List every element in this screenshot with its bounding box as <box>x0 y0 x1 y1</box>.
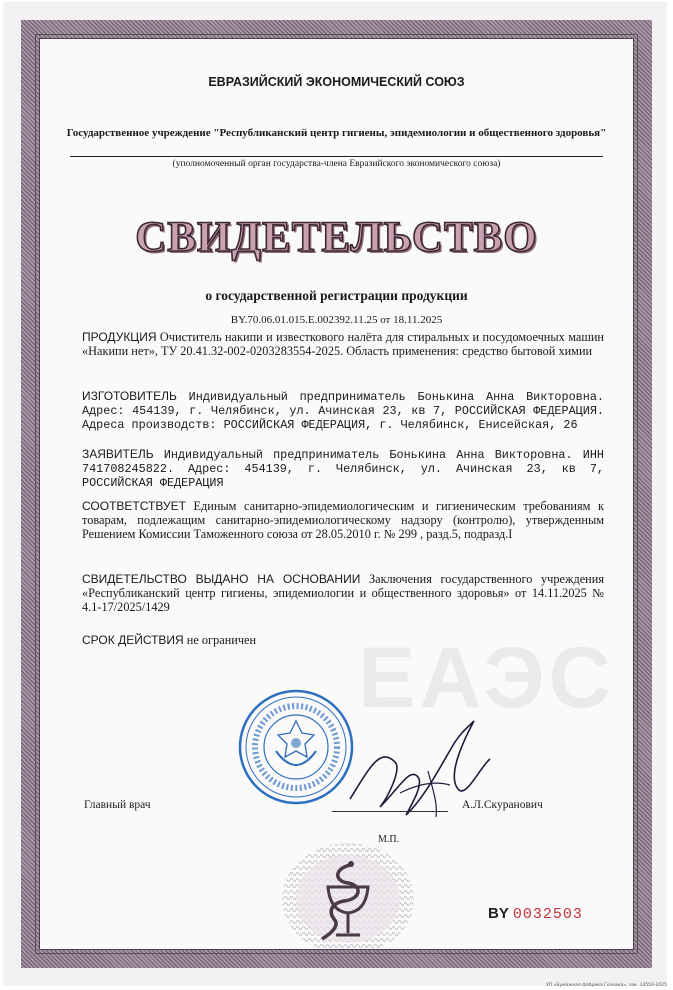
organization-note: (уполномоченный орган государства-члена Евразийского экономического союза) <box>172 159 501 169</box>
basis-label: СВИДЕТЕЛЬСТВО ВЫДАНО НА ОСНОВАНИИ <box>82 572 361 586</box>
serial-block <box>488 905 583 923</box>
seal-place-label: М.П. <box>378 834 400 845</box>
manufacturer-section <box>82 389 604 433</box>
basis-section <box>82 572 604 615</box>
product-label: ПРОДУКЦИЯ <box>82 330 157 344</box>
applicant-label: ЗАЯВИТЕЛЬ <box>82 447 154 461</box>
manufacturer-text: Индивидуальный предприниматель Бонькина Анна Викторовна. Адрес: 454139, г. Челябинск, ул. Ачинская 23, кв 7, РОССИЙСКАЯ ФЕДЕРАЦИЯ. Адреса производств: РОССИЙСКАЯ ФЕДЕРАЦИЯ, г. Челябинск, Енисейская, 26 <box>82 390 604 433</box>
validity-section <box>82 633 604 647</box>
issuing-organization: Государственное учреждение "Республиканский центр гигиены, эпидемиологии и общественного здоровья" <box>66 127 607 139</box>
certificate-paper <box>3 2 667 986</box>
applicant-text: Индивидуальный предприниматель Бонькина Анна Викторовна. ИНН 741708245822. Адрес: 454139, г. Челябинск, ул. Ачинская 23, кв 7, РОССИЙСКАЯ ФЕДЕРАЦИЯ <box>82 448 604 491</box>
validity-label: СРОК ДЕЙСТВИЯ <box>82 633 184 647</box>
serial-number: 0032503 <box>512 906 583 923</box>
signer-name: А.Л.Скуранович <box>462 799 543 811</box>
applicant-section <box>82 447 604 491</box>
conformity-label: СООТВЕТСТВУЕТ <box>82 499 186 513</box>
conformity-text: Единым санитарно-эпидемиологическим и гигиеническим требованиям к товарам, подлежащим санитарно-эпидемиологическому надзору (контролю), утвержденным Решением Комиссии Таможенного союза от 28.05.2010 г. № 299 , разд.5, подразд.I <box>82 499 604 542</box>
validity-text: не ограничен <box>186 633 257 647</box>
serial-prefix: BY <box>488 905 509 922</box>
certificate-subtitle: о государственной регистрации продукции <box>205 288 468 303</box>
chief-doctor-label: Главный врач <box>84 799 151 811</box>
certificate-content <box>40 39 633 949</box>
eaeu-watermark: ЕАЭС <box>358 630 615 726</box>
conformity-section <box>82 499 604 542</box>
basis-text: Заключения государственного учреждения «Республиканский центр гигиены, эпидемиологии и общественного здоровья» от 14.11.2025 № 4.1-17/2025/1429 <box>82 572 604 615</box>
official-stamp-icon <box>236 687 356 807</box>
product-section <box>82 330 604 358</box>
bowl-of-hygieia-seal-icon <box>278 835 418 949</box>
product-text: Очиститель накипи и известкового налёта для стиральных и посудомоечных машин «Накипи нет», ТУ 20.41.32-002-0203283554-2025. Область применения: средство бытовой химии <box>82 330 605 359</box>
printer-note: УП «Бумажная фабрика Гознака», зак. 14550-2025 <box>546 983 667 988</box>
certificate-title: СВИДЕТЕЛЬСТВО <box>135 214 538 261</box>
union-heading: ЕВРАЗИЙСКИЙ ЭКОНОМИЧЕСКИЙ СОЮЗ <box>208 75 465 89</box>
organization-underline <box>70 156 603 157</box>
manufacturer-label: ИЗГОТОВИТЕЛЬ <box>82 389 177 403</box>
signature-line <box>332 811 448 812</box>
registration-number: BY.70.06.01.015.E.002392.11.25 от 18.11.2025 <box>230 314 443 326</box>
